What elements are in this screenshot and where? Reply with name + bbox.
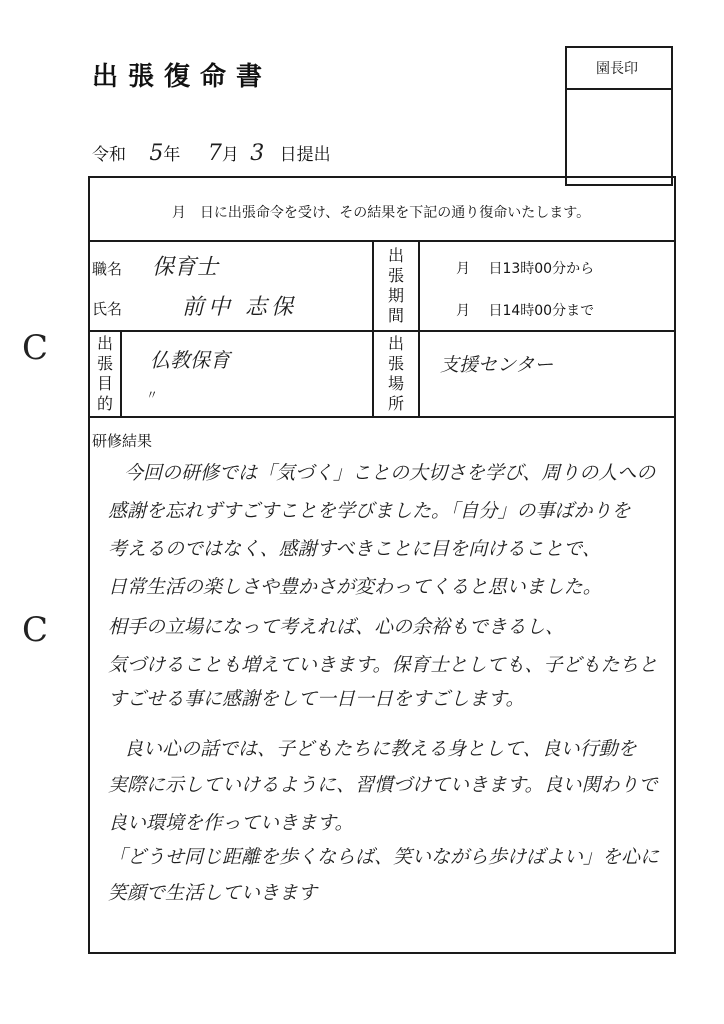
job-title-label: 職名 (92, 260, 123, 278)
stamp-divider (565, 88, 671, 90)
purpose-label: 出 張 目 的 (96, 334, 113, 413)
table-top-border (88, 176, 676, 178)
result-line-12: 笑顔で生活していきます (108, 882, 318, 904)
result-line-11: 「どうせ同じ距離を歩くならば、笑いながら歩けばよい」を心に (108, 846, 660, 868)
name-value: 前中 志保 (182, 295, 297, 320)
period-start: 月 日13時00分から (456, 261, 595, 277)
period-end: 月 日14時00分まで (456, 303, 595, 319)
submission-date (92, 140, 331, 166)
instruction-text: 月 日に出張命令を受け、その結果を下記の通り復命いたします。 (171, 205, 591, 221)
result-line-6: 気づけることも増えていきます。保育士としても、子どもたちと (108, 654, 658, 676)
purpose-label-divider (120, 330, 122, 416)
year-unit: 年 (163, 145, 181, 165)
document-title: 出張復命書 (92, 62, 273, 92)
submission-day: 3 (250, 141, 265, 166)
row-divider-2 (88, 330, 676, 332)
label-column-divider (418, 240, 420, 416)
submission-year: 5 (149, 141, 164, 166)
purpose-mark: 〃 (146, 388, 159, 402)
location-value: 支援センター (440, 354, 554, 376)
job-title-value: 保育士 (152, 255, 219, 280)
approval-stamp-label: 園長印 (596, 61, 638, 77)
name-label: 氏名 (92, 300, 123, 318)
middle-column-divider (372, 240, 374, 416)
result-line-7: すごせる事に感謝をして一日一日をすごします。 (108, 688, 525, 710)
table-right-border (674, 176, 676, 954)
table-left-border (88, 176, 90, 954)
era: 令和 (92, 145, 126, 165)
day-suffix: 日提出 (279, 145, 331, 165)
result-line-4: 日常生活の楽しさや豊かさが変わってくると思いました。 (108, 576, 602, 598)
result-line-2: 感謝を忘れずすごすことを学びました。「自分」の事ばかりを (108, 500, 631, 522)
purpose-value: 仏教保育 (150, 348, 230, 372)
result-line-8: 良い心の話では、子どもたちに教える身として、良い行動を (124, 738, 637, 760)
table-bottom-border (88, 952, 676, 954)
result-line-10: 良い環境を作っていきます。 (108, 812, 354, 834)
result-line-5: 相手の立場になって考えれば、心の余裕もできるし、 (108, 616, 565, 638)
result-line-3: 考えるのではなく、感謝すべきことに目を向けることで、 (108, 538, 601, 560)
month-unit: 月 (221, 145, 239, 165)
result-label: 研修結果 (92, 432, 153, 450)
result-line-9: 実際に示していけるように、習慣づけていきます。良い関わりで (108, 774, 658, 796)
result-line-1: 今回の研修では「気づく」ことの大切さを学び、周りの人への (124, 462, 656, 484)
period-label: 出 張 期 間 (387, 246, 404, 325)
margin-mark-bottom: C (22, 610, 49, 650)
margin-mark-top: C (22, 328, 49, 368)
row-divider-1 (88, 240, 676, 242)
location-label: 出 張 場 所 (387, 334, 404, 413)
submission-month: 7 (207, 141, 222, 166)
row-divider-3 (88, 416, 676, 418)
